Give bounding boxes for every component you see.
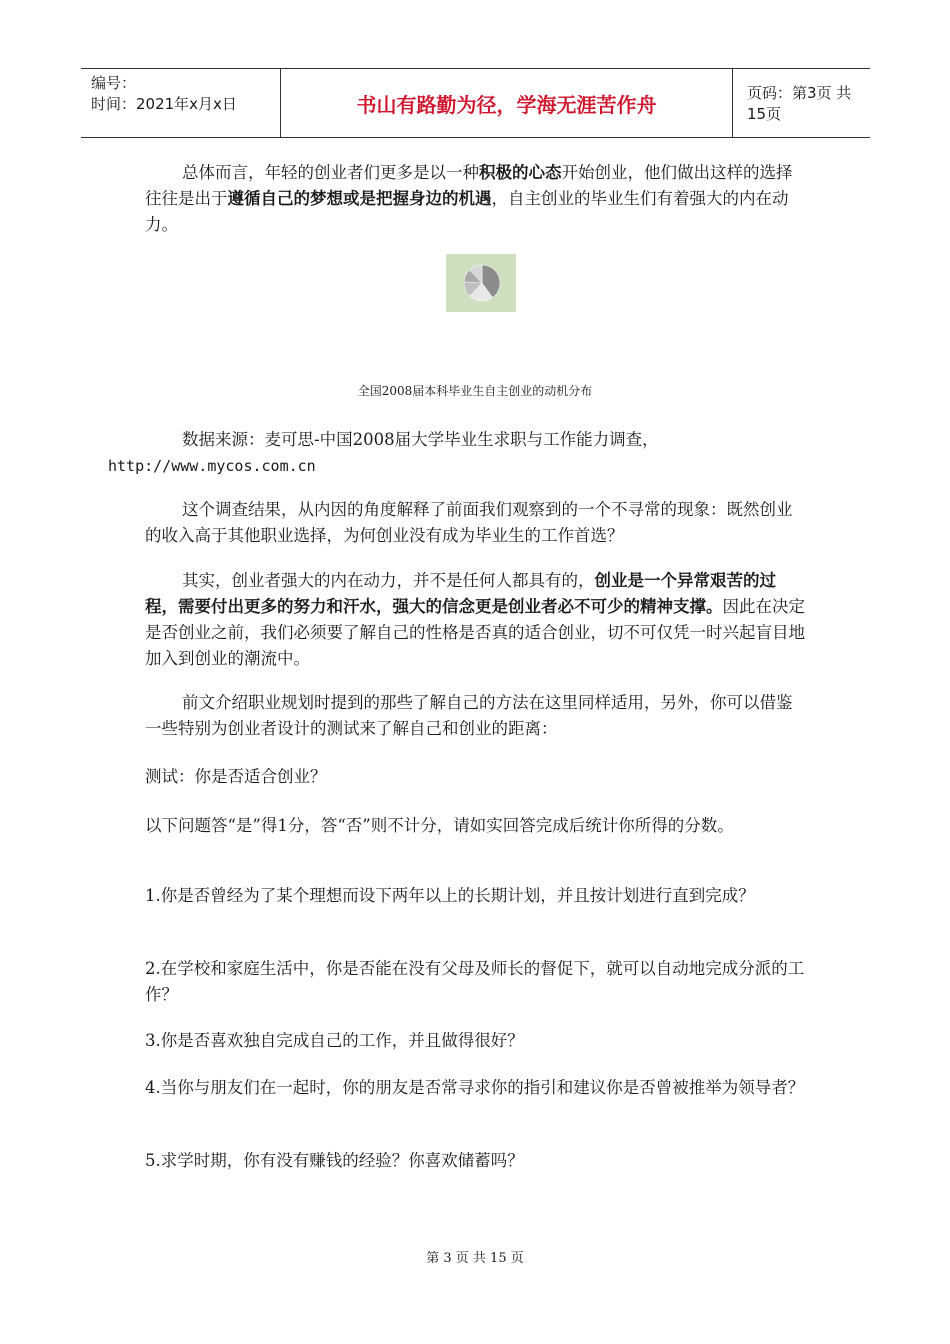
page-header [81,68,870,138]
number-label: 编号： [91,74,137,92]
p3-text-2: 因此在决定是否创业之前，我们必须要了解自己的性格是否真的适合创业，切不可仅凭一时兴起盲目地加入到创业的潮流中。 [145,597,805,668]
test-title: 测试：你是否适合创业？ [145,767,327,786]
paragraph-2: 这个调查结果，从内因的角度解释了前面我们观察到的一个不寻常的现象：既然创业的收入高于其他职业选择，为何创业没有成为毕业生的工作首选？ [145,500,793,545]
header-meta [81,69,281,137]
paragraph-1 [145,160,805,238]
question-5: 5.求学时期，你有没有赚钱的经验？你喜欢储蓄吗？ [145,1151,524,1170]
p3-text-1: 其实，创业者强大的内在动力，并不是任何人都具有的， [182,571,595,590]
p1-bold-2: 遵循自己的梦想或是把握身边的机遇 [227,189,492,208]
chart-caption: 全国2008届本科毕业生自主创业的动机分布 [357,384,593,398]
time-label: 时间：2021年x月x日 [91,95,237,113]
p1-bold-1: 积极的心态 [479,163,562,182]
p1-text-2: 开始创业，他们做出这样的选择往往是出于 [145,163,793,208]
header-motto: 书山有路勤为径，学海无涯苦作舟 [281,69,733,137]
p1-text-1: 总体而言，年轻的创业者们更多是以一种 [182,163,479,182]
source-url[interactable]: http://www.mycos.com.cn [108,457,316,475]
p3-bold: 创业是一个异常艰苦的过程，需要付出更多的努力和汗水，强大的信念更是创业者必不可少的精神支撑。 [145,571,776,616]
paragraph-4: 前文介绍职业规划时提到的那些了解自己的方法在这里同样适用，另外，你可以借鉴一些特别为创业者设计的测试来了解自己和创业的距离： [145,693,793,738]
question-3: 3.你是否喜欢独自完成自己的工作，并且做得很好？ [145,1031,524,1050]
question-2: 2.在学校和家庭生活中，你是否能在没有父母及师长的督促下，就可以自动地完成分派的工作？ [145,959,805,1004]
header-page-label: 页码：第3页 共15页 [747,84,852,123]
source-text: 数据来源：麦可思-中国2008届大学毕业生求职与工作能力调查， [182,430,659,449]
motivation-pie-chart [446,254,516,312]
paragraph-3 [145,568,805,672]
question-1: 1.你是否曾经为了某个理想而设下两年以上的长期计划，并且按计划进行直到完成？ [145,886,755,905]
data-source [108,427,805,479]
test-intro: 以下问题答“是”得1分，答“否”则不计分，请如实回答完成后统计你所得的分数。 [145,816,734,835]
question-4: 4.当你与朋友们在一起时，你的朋友是否常寻求你的指引和建议你是否曾被推举为领导者？ [145,1078,805,1097]
p1-text-3: ，自主创业的毕业生们有着强大的内在动力。 [145,189,789,234]
page-footer: 第 3 页 共 15 页 [426,1251,524,1266]
